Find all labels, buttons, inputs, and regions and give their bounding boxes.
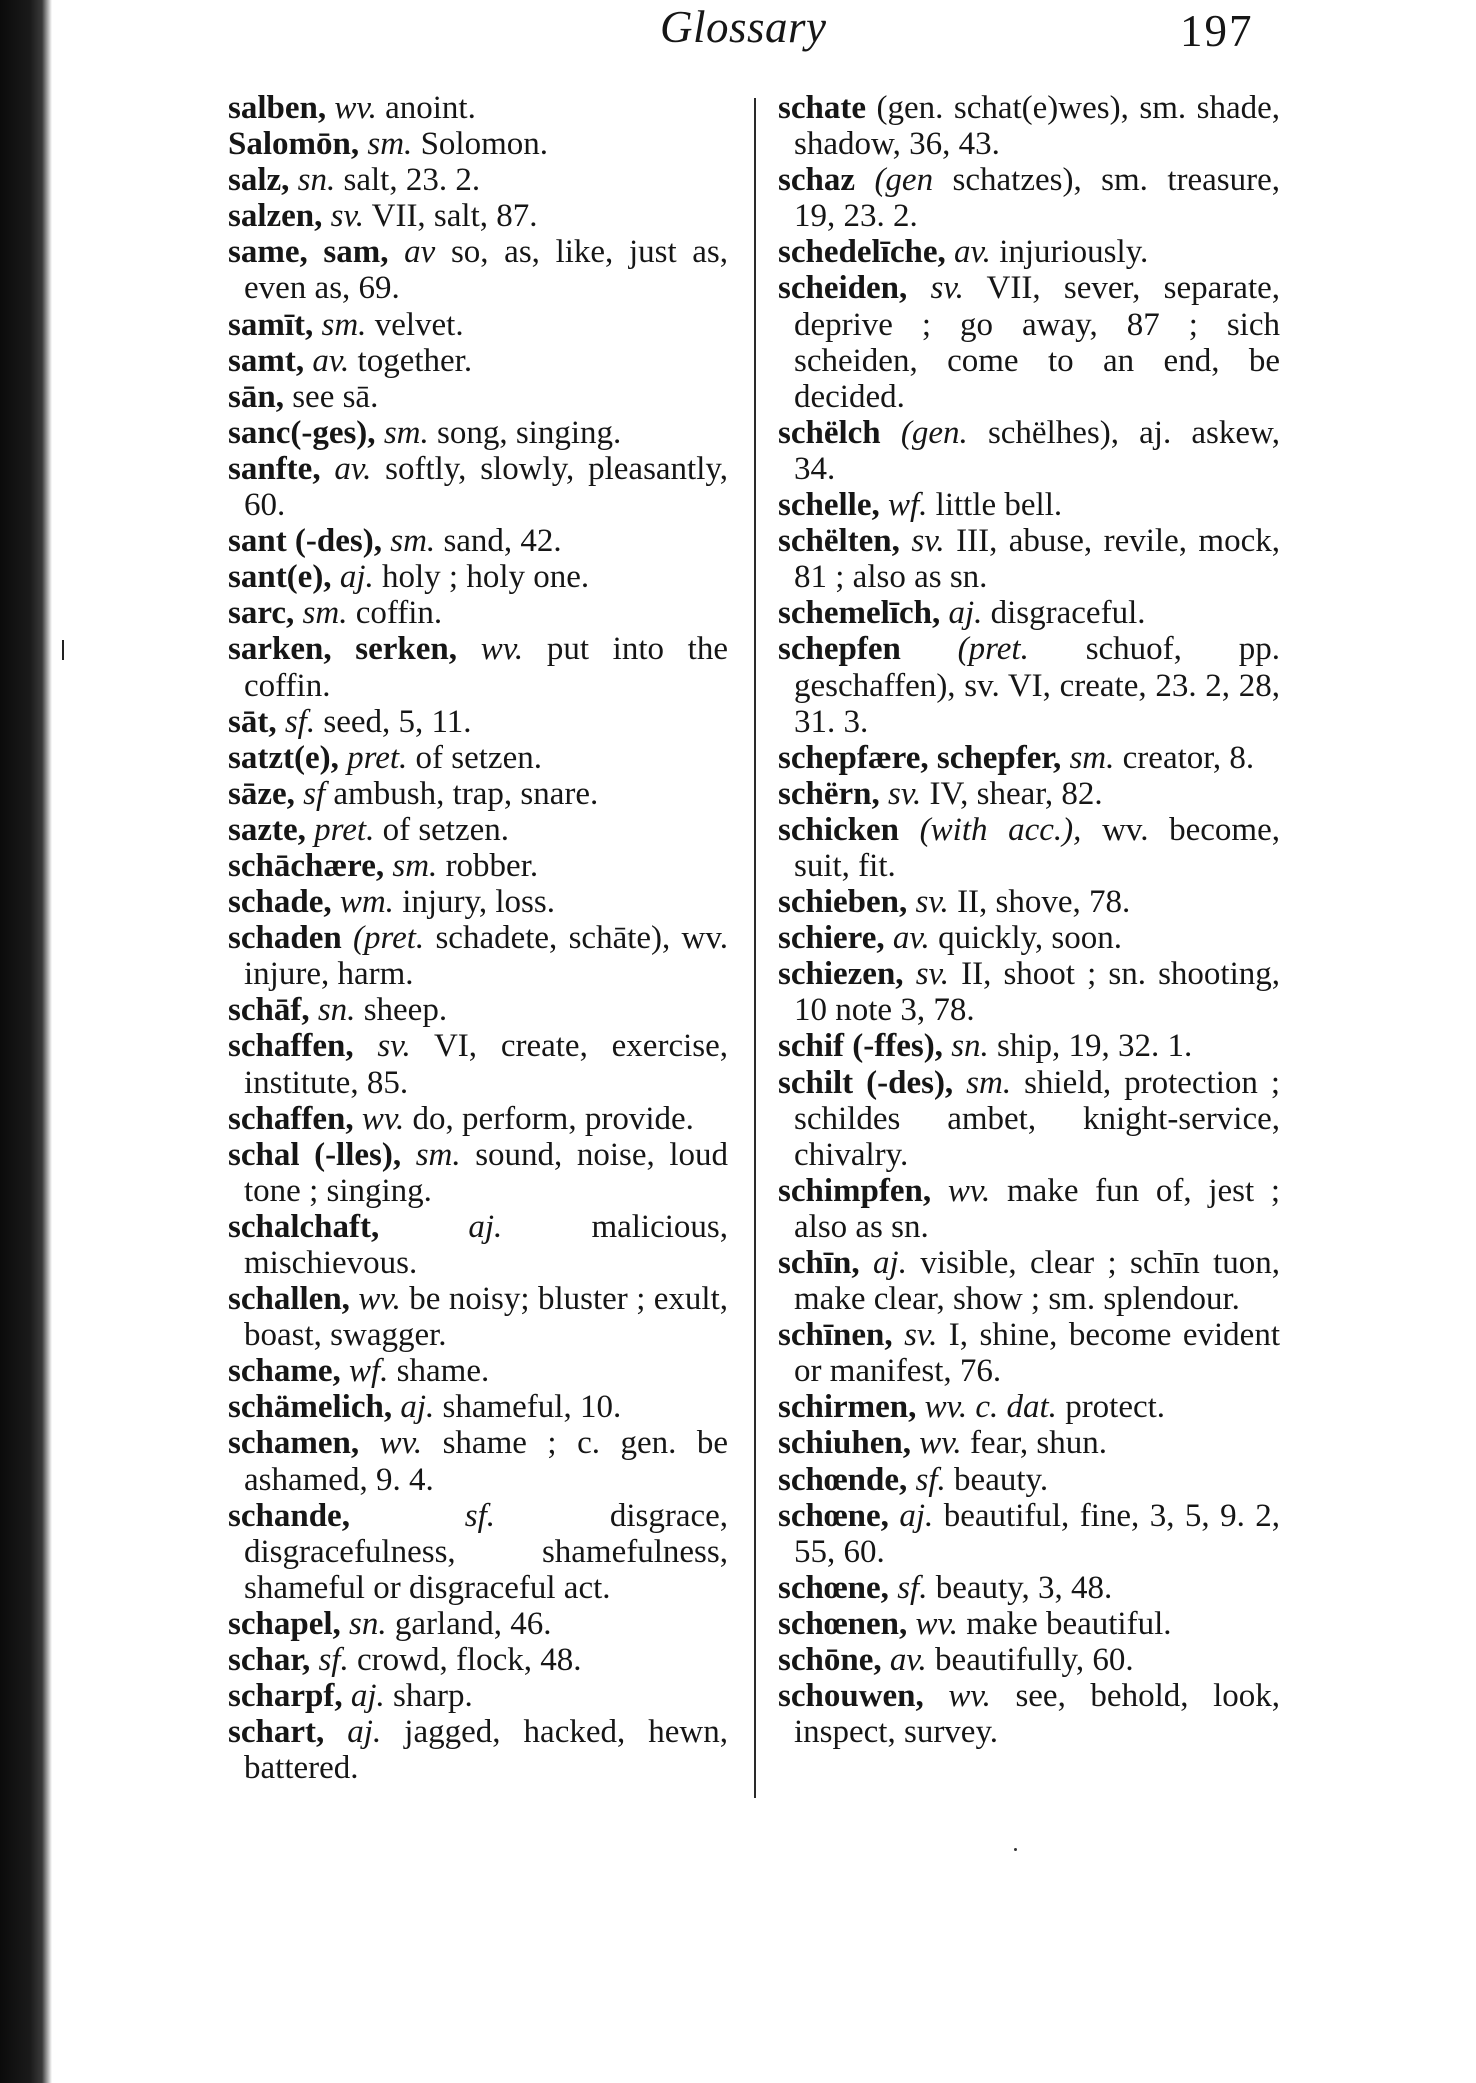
entry-definition: schatzes), sm. treasure, 19, 23. 2. — [794, 162, 1281, 235]
entry-definition: injuriously. — [999, 234, 1149, 271]
entry-headword: schaz — [778, 162, 855, 199]
glossary-entry — [228, 595, 728, 631]
entry-headword: sanc(-ges), — [228, 414, 376, 451]
entry-definition: shame. — [396, 1353, 490, 1390]
entry-headword: schande, — [228, 1497, 350, 1534]
entry-headword: schate — [778, 90, 866, 126]
glossary-entry — [778, 920, 1280, 956]
glossary-entry — [228, 1389, 728, 1425]
entry-definition: IV, shear, 82. — [929, 775, 1103, 812]
glossary-entry — [778, 90, 1280, 162]
entry-definition: II, shove, 78. — [957, 884, 1131, 921]
glossary-entry — [228, 379, 728, 415]
entry-definition: holy ; holy one. — [381, 559, 590, 596]
entry-grammar: aj. — [948, 595, 983, 632]
glossary-entry — [228, 1606, 728, 1642]
entry-grammar: sn. — [297, 162, 336, 199]
page-number: 197 — [1180, 6, 1254, 56]
entry-grammar: av. — [953, 234, 991, 271]
glossary-entry — [228, 198, 728, 234]
glossary-entry — [778, 1245, 1280, 1317]
glossary-entry — [228, 1353, 728, 1389]
entry-grammar: aj. — [899, 1497, 934, 1534]
glossary-entry — [228, 343, 728, 379]
entry-grammar: sm. — [390, 523, 436, 560]
entry-grammar: (pret. — [352, 920, 425, 957]
entry-headword: schōne, — [778, 1642, 882, 1679]
glossary-entry — [778, 1678, 1280, 1750]
glossary-entry — [228, 162, 728, 198]
glossary-entry — [778, 956, 1280, 1028]
entry-grammar: sf — [303, 775, 326, 812]
entry-headword: same, sam, — [228, 234, 389, 271]
entry-grammar: av. — [892, 920, 930, 957]
entry-grammar: sm. — [383, 414, 429, 451]
entry-headword: schimpfen, — [778, 1172, 932, 1209]
glossary-entry — [228, 884, 728, 920]
glossary-entry — [778, 1570, 1280, 1606]
glossary-entry — [228, 1425, 728, 1497]
entry-headword: schiuhen, — [778, 1425, 911, 1462]
entry-headword: schiezen, — [778, 956, 904, 993]
glossary-entry — [228, 1137, 728, 1209]
entry-headword: schedelīche, — [778, 234, 946, 271]
entry-headword: schart, — [228, 1714, 325, 1751]
entry-definition: schëlhes), aj. askew, 34. — [794, 414, 1280, 487]
entry-grammar: sm. — [966, 1064, 1012, 1101]
glossary-entry — [228, 90, 728, 126]
entry-definition: anoint. — [385, 90, 476, 126]
entry-grammar: sm. — [392, 847, 438, 884]
entry-definition: shame ; c. gen. be ashamed, 9. 4. — [244, 1425, 729, 1498]
entry-grammar: wv. — [919, 1425, 962, 1462]
entry-definition: seed, 5, 11. — [323, 703, 472, 740]
entry-grammar: (pret. — [957, 631, 1029, 668]
entry-grammar: wv. — [358, 1281, 401, 1318]
entry-grammar: wv. — [334, 90, 377, 126]
entry-headword: satzt(e), — [228, 739, 339, 776]
entry-headword: sān, — [228, 378, 284, 415]
entry-grammar: wf. — [348, 1353, 389, 1390]
entry-headword: sarken, serken, — [228, 631, 458, 668]
glossary-entry — [778, 1425, 1280, 1461]
glossary-entry — [778, 1173, 1280, 1245]
entry-definition: beautifully, 60. — [935, 1642, 1134, 1679]
ink-dot — [1014, 1848, 1017, 1851]
entry-headword: samīt, — [228, 306, 314, 343]
entry-definition: be noisy; bluster ; exult, boast, swagger. — [244, 1281, 729, 1354]
entry-definition: schadete, schāte), wv. injure, harm. — [244, 920, 728, 993]
entry-grammar: wv. — [948, 1678, 991, 1715]
entry-grammar: av. — [334, 450, 372, 487]
glossary-entry — [778, 1606, 1280, 1642]
entry-grammar: sf. — [284, 703, 316, 740]
entry-headword: sāt, — [228, 703, 277, 740]
glossary-entry — [778, 523, 1280, 595]
book-binding-edge — [0, 0, 52, 2083]
entry-definition: make fun of, jest ; also as sn. — [794, 1172, 1281, 1245]
entry-headword: sāze, — [228, 775, 295, 812]
entry-grammar: sm. — [415, 1136, 461, 1173]
entry-definition: little bell. — [935, 487, 1063, 524]
glossary-entry — [228, 126, 728, 162]
entry-headword: schëlten, — [778, 523, 900, 560]
entry-headword: salzen, — [228, 198, 323, 235]
entry-definition: disgrace, disgracefulness, shamefulness, shameful or disgraceful act. — [244, 1497, 729, 1606]
entry-headword: salz, — [228, 162, 290, 199]
entry-headword: schīnen, — [778, 1317, 893, 1354]
glossary-entry — [778, 740, 1280, 776]
glossary-entry — [228, 1281, 728, 1353]
entry-headword: schilt (-des), — [778, 1064, 954, 1101]
entry-definition: together. — [357, 342, 473, 379]
entry-headword: schif (-ffes), — [778, 1028, 943, 1065]
entry-definition: fear, shun. — [969, 1425, 1107, 1462]
glossary-entry — [228, 920, 728, 992]
entry-definition: malicious, mischievous. — [244, 1208, 729, 1281]
entry-headword: schaden — [228, 920, 342, 957]
entry-definition: softly, slowly, pleasantly, 60. — [244, 450, 728, 524]
entry-grammar: sv. — [911, 523, 945, 560]
entry-headword: sant (-des), — [228, 523, 382, 560]
entry-definition: sand, 42. — [443, 523, 562, 560]
glossary-entry — [228, 812, 728, 848]
entry-definition: Solomon. — [420, 126, 549, 163]
glossary-entry — [228, 234, 728, 306]
glossary-entry — [228, 1678, 728, 1714]
entry-definition: make beautiful. — [966, 1605, 1172, 1642]
glossary-entry — [228, 631, 728, 703]
entry-definition: disgraceful. — [990, 595, 1146, 632]
entry-headword: schœnen, — [778, 1605, 908, 1642]
entry-headword: schiere, — [778, 920, 885, 957]
entry-grammar: sv. — [377, 1028, 411, 1065]
glossary-entry — [778, 595, 1280, 631]
glossary-column-left — [228, 90, 728, 1786]
entry-headword: schëlch — [778, 414, 881, 451]
glossary-entry — [228, 523, 728, 559]
entry-definition: beauty. — [954, 1461, 1049, 1498]
entry-headword: Salomōn, — [228, 126, 360, 163]
entry-headword: sazte, — [228, 811, 306, 848]
entry-headword: schāf, — [228, 992, 310, 1029]
entry-grammar: aj. — [350, 1678, 385, 1715]
entry-headword: salben, — [228, 90, 327, 126]
entry-definition: quickly, soon. — [938, 920, 1122, 957]
glossary-entry — [778, 1317, 1280, 1389]
entry-headword: schāchære, — [228, 847, 385, 884]
entry-definition: (gen. schat(e)wes), sm. shade, shadow, 36, 43. — [794, 90, 1280, 163]
entry-headword: schar, — [228, 1642, 311, 1679]
entry-grammar: aj. — [339, 559, 374, 596]
glossary-entry — [778, 415, 1280, 487]
entry-definition: protect. — [1065, 1389, 1166, 1426]
entry-definition: III, abuse, revile, mock, 81 ; also as sn. — [794, 523, 1280, 596]
glossary-entry — [228, 1028, 728, 1100]
glossary-entry — [228, 776, 728, 812]
entry-definition: shield, protection ; schildes ambet, knight-service, chivalry. — [794, 1064, 1281, 1173]
entry-definition: beautiful, fine, 3, 5, 9. 2, 55, 60. — [794, 1497, 1281, 1570]
entry-grammar: sm. — [367, 126, 413, 163]
glossary-entry — [778, 487, 1280, 523]
entry-headword: sanfte, — [228, 450, 321, 487]
glossary-entry — [228, 704, 728, 740]
entry-grammar: av. — [312, 342, 350, 379]
margin-mark — [62, 640, 64, 660]
entry-grammar: sm. — [321, 306, 367, 343]
entry-headword: schœnde, — [778, 1461, 908, 1498]
entry-grammar: sv. — [904, 1317, 938, 1354]
entry-grammar: sv. — [915, 884, 949, 921]
entry-headword: schepfen — [778, 631, 901, 668]
glossary-entry — [228, 1498, 728, 1606]
entry-definition: of setzen. — [415, 739, 542, 776]
glossary-entry — [778, 1389, 1280, 1425]
entry-definition: I, shine, become evident or manifest, 76. — [794, 1317, 1280, 1390]
glossary-entry — [778, 270, 1280, 414]
entry-headword: schœne, — [778, 1569, 889, 1606]
column-divider — [754, 98, 756, 1798]
entry-grammar: sv. — [888, 775, 922, 812]
entry-grammar: sm. — [302, 595, 348, 632]
entry-grammar: wv. — [361, 1100, 405, 1137]
entry-headword: schallen, — [228, 1281, 350, 1318]
glossary-entry — [228, 415, 728, 451]
glossary-entry — [778, 812, 1280, 884]
entry-definition: beauty, 3, 48. — [935, 1569, 1113, 1606]
entry-grammar: aj. — [873, 1245, 907, 1281]
entry-headword: schapel, — [228, 1605, 341, 1642]
entry-grammar: wv. — [480, 631, 524, 668]
entry-grammar: aj. — [468, 1208, 503, 1245]
entry-grammar: wv. — [379, 1425, 423, 1462]
entry-definition: sound, noise, loud tone ; singing. — [244, 1136, 729, 1209]
entry-definition: VII, salt, 87. — [371, 198, 538, 235]
entry-grammar: sf. — [318, 1642, 349, 1679]
entry-headword: schirmen, — [778, 1389, 917, 1426]
entry-headword: schœne, — [778, 1497, 889, 1534]
glossary-entry — [228, 848, 728, 884]
entry-definition: ambush, trap, snare. — [333, 775, 599, 812]
glossary-entry — [228, 307, 728, 343]
entry-definition: sheep. — [363, 992, 448, 1029]
glossary-entry — [778, 234, 1280, 270]
entry-definition: VII, sever, separate, deprive ; go away, 87 ; sich scheiden, come to an end, be decided. — [794, 270, 1281, 415]
glossary-entry — [228, 559, 728, 595]
entry-grammar: (gen — [874, 162, 934, 199]
entry-grammar: sn. — [317, 992, 356, 1029]
entry-headword: scharpf, — [228, 1678, 343, 1715]
glossary-entry — [228, 451, 728, 523]
entry-headword: samt, — [228, 342, 305, 379]
entry-headword: schepfære, schepfer, — [778, 739, 1062, 776]
entry-grammar: wv. — [947, 1172, 991, 1209]
glossary-column-right — [778, 90, 1280, 1750]
entry-headword: sant(e), — [228, 559, 332, 596]
entry-definition: injury, loss. — [402, 884, 555, 921]
entry-headword: schīn, — [778, 1245, 860, 1281]
entry-grammar: pret. — [314, 811, 375, 848]
entry-definition: jagged, hacked, hewn, battered. — [244, 1714, 729, 1787]
entry-definition: robber. — [445, 847, 539, 884]
entry-grammar: sm. — [1069, 739, 1115, 776]
entry-definition: wv. become, suit, fit. — [794, 811, 1280, 884]
glossary-entry — [778, 1462, 1280, 1498]
entry-definition: do, perform, provide. — [412, 1100, 694, 1137]
entry-definition: velvet. — [374, 306, 464, 343]
entry-grammar: sv. — [330, 198, 364, 235]
glossary-entry — [778, 1498, 1280, 1570]
glossary-entry — [778, 1028, 1280, 1064]
entry-definition: of setzen. — [382, 811, 510, 848]
entry-grammar: (gen. — [900, 414, 968, 451]
entry-grammar: sv. — [930, 270, 964, 307]
glossary-entry — [778, 1642, 1280, 1678]
entry-definition: salt, 23. 2. — [343, 162, 481, 199]
entry-grammar: sn. — [349, 1605, 387, 1642]
glossary-entry — [228, 740, 728, 776]
entry-headword: scheiden, — [778, 270, 908, 307]
entry-headword: schemelīch, — [778, 595, 941, 632]
entry-definition: shameful, 10. — [442, 1389, 622, 1426]
entry-headword: schaffen, — [228, 1100, 354, 1137]
glossary-entry — [228, 1101, 728, 1137]
entry-headword: schal (-lles), — [228, 1136, 402, 1173]
glossary-entry — [228, 992, 728, 1028]
entry-definition: creator, 8. — [1122, 739, 1255, 776]
glossary-entry — [228, 1642, 728, 1678]
glossary-entry — [778, 776, 1280, 812]
entry-grammar: av — [404, 234, 436, 271]
entry-headword: schamen, — [228, 1425, 360, 1462]
glossary-entry — [778, 162, 1280, 234]
entry-grammar: sn. — [951, 1028, 989, 1065]
entry-definition: coffin. — [355, 595, 443, 632]
glossary-entry — [228, 1714, 728, 1786]
entry-headword: schouwen, — [778, 1678, 924, 1715]
entry-headword: schämelich, — [228, 1389, 393, 1426]
entry-definition: sharp. — [393, 1678, 473, 1715]
entry-definition: ship, 19, 32. 1. — [997, 1028, 1193, 1065]
entry-headword: schërn, — [778, 775, 880, 812]
entry-grammar: sf. — [897, 1569, 928, 1606]
entry-grammar: sv. — [915, 956, 949, 993]
entry-grammar: pret. — [347, 739, 408, 776]
entry-definition: crowd, flock, 48. — [356, 1642, 582, 1679]
entry-definition: visible, clear ; schīn tuon, make clear, show ; sm. splendour. — [794, 1245, 1281, 1318]
entry-definition: see sā. — [292, 378, 379, 415]
entry-headword: schalchaft, — [228, 1208, 380, 1245]
entry-headword: schaffen, — [228, 1028, 354, 1065]
entry-grammar: av. — [889, 1642, 927, 1679]
entry-grammar: wv. c. dat. — [924, 1389, 1057, 1426]
entry-definition: garland, 46. — [394, 1605, 552, 1642]
entry-grammar: (with acc.), — [919, 811, 1082, 848]
entry-headword: schicken — [778, 811, 900, 848]
entry-grammar: aj. — [400, 1389, 435, 1426]
entry-grammar: wv. — [915, 1605, 958, 1642]
glossary-entry — [228, 1209, 728, 1281]
entry-definition: so, as, like, just as, even as, 69. — [244, 234, 729, 307]
glossary-entry — [778, 884, 1280, 920]
entry-headword: schade, — [228, 884, 332, 921]
entry-definition: see, behold, look, inspect, survey. — [794, 1678, 1280, 1751]
entry-definition: song, singing. — [437, 414, 622, 451]
entry-grammar: sf. — [464, 1497, 496, 1534]
entry-headword: sarc, — [228, 595, 295, 632]
entry-headword: schieben, — [778, 884, 908, 921]
entry-grammar: aj. — [347, 1714, 382, 1751]
entry-definition: VI, create, exercise, institute, 85. — [244, 1028, 728, 1101]
entry-definition: schuof, pp. geschaffen), sv. VI, create, 23. 2, 28, 31. 3. — [794, 631, 1280, 740]
entry-grammar: wm. — [339, 884, 394, 921]
entry-definition: II, shoot ; sn. shooting, 10 note 3, 78. — [794, 956, 1281, 1029]
running-head-title: Glossary — [660, 2, 827, 52]
glossary-entry — [778, 1065, 1280, 1173]
entry-definition: put into the coffin. — [244, 631, 728, 704]
entry-headword: schelle, — [778, 487, 880, 524]
glossary-entry — [778, 631, 1280, 739]
entry-headword: schame, — [228, 1353, 341, 1390]
entry-grammar: sf. — [915, 1461, 946, 1498]
entry-grammar: wf. — [887, 487, 928, 524]
